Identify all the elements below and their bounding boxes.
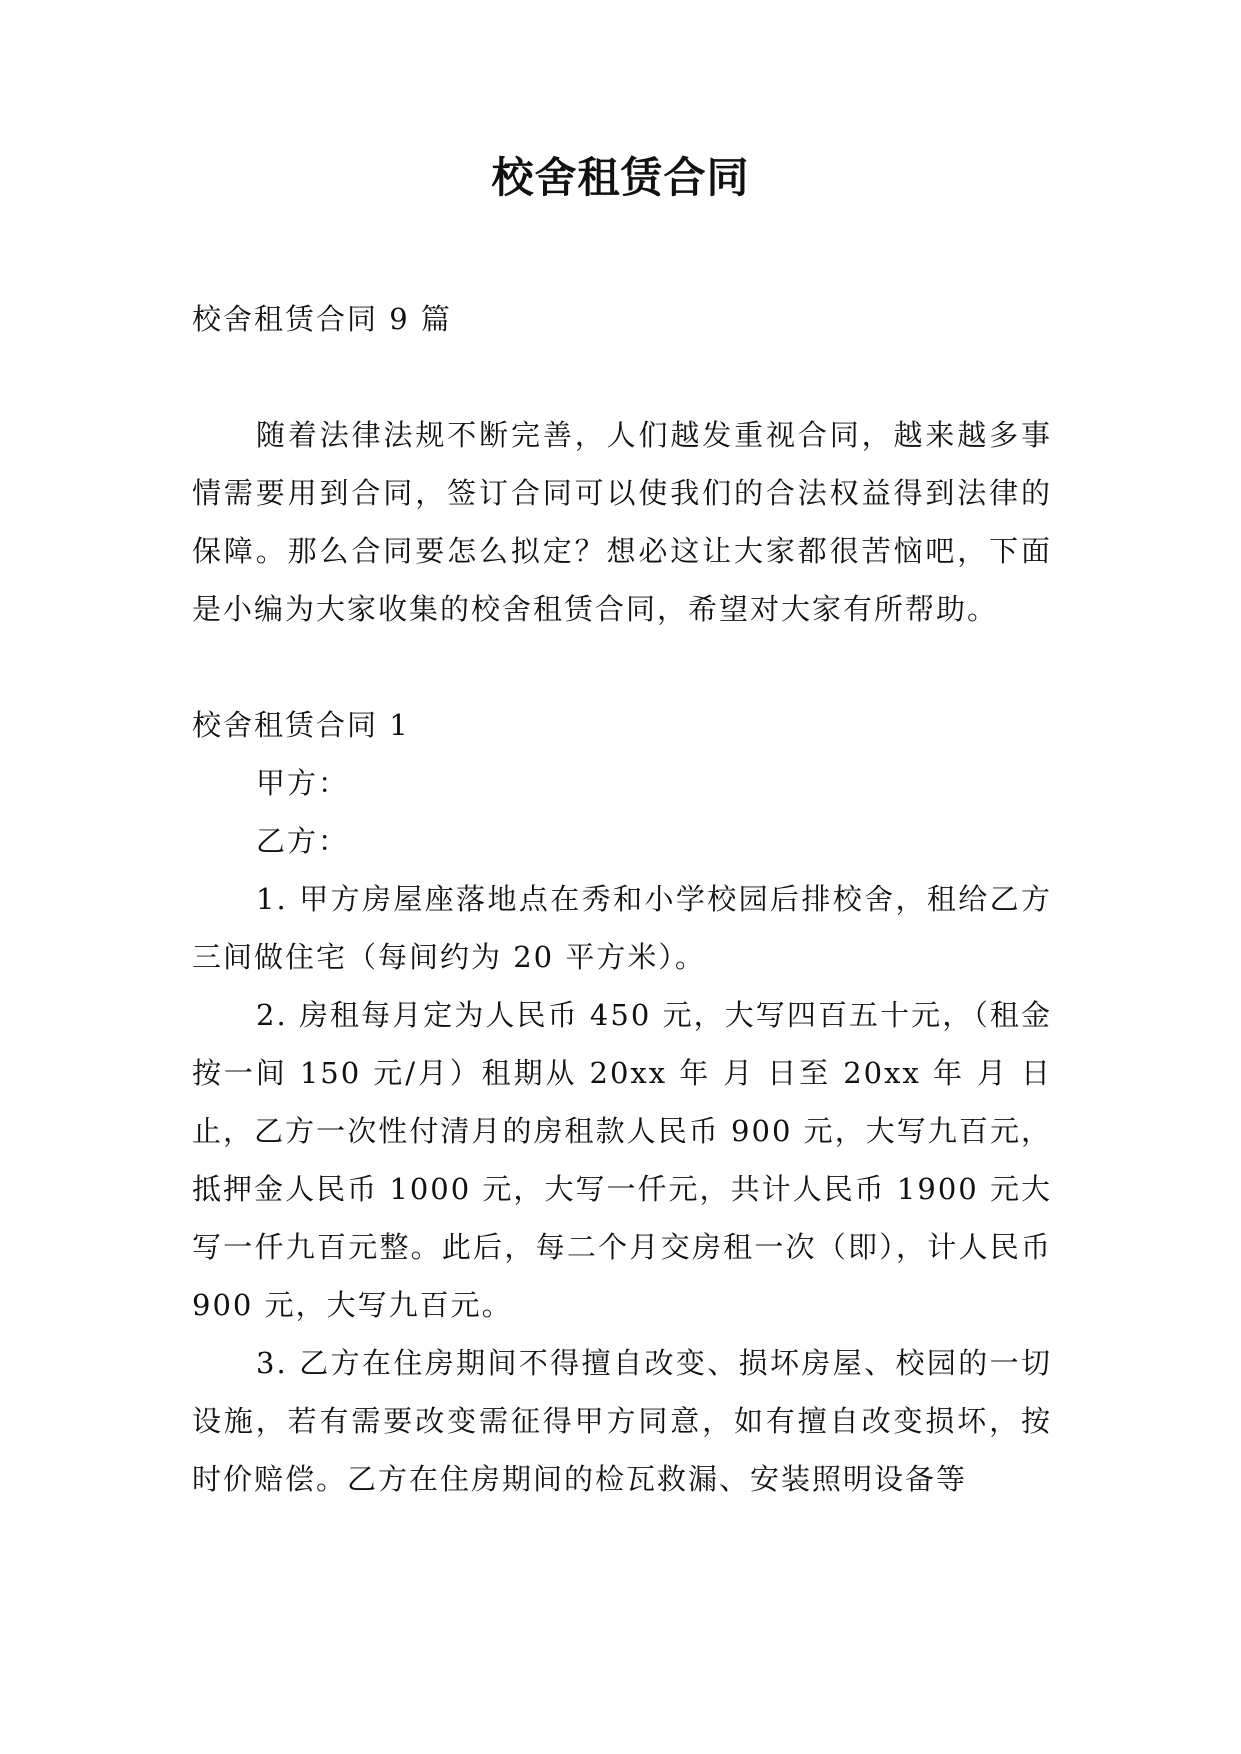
- section-title: 校舍租赁合同 1: [192, 708, 410, 742]
- party-a-line: 甲方：: [256, 766, 350, 800]
- document-title: 校舍租赁合同: [491, 153, 750, 202]
- document-subtitle: 校舍租赁合同 9 篇: [192, 302, 452, 336]
- intro-paragraph: 随着法律法规不断完善，人们越发重视合同，越来越多事情需要用到合同，签订合同可以使我们的合法权益得到法律的保障。那么合同要怎么拟定？想必这让大家都很苦恼吧，下面是小编为大家收集的校舍租赁合同，希望对大家有所帮助。: [192, 418, 1052, 626]
- party-b-line: 乙方：: [256, 824, 350, 858]
- clause-2: 2. 房租每月定为人民币 450 元，大写四百五十元，（租金按一间 150 元/月）租期从 20xx 年 月 日至 20xx 年 月 日 止，乙方一次性付清月的房租款人民币 900 元，大写九百元，抵押金人民币 1000 元，大写一仟元，共计人民币 1900 元大写一仟九百元整。此后，每二个月交房租一次（即），计人民币 900 元，大写九百元。: [192, 998, 1052, 1322]
- clause-1: 1. 甲方房屋座落地点在秀和小学校园后排校舍，租给乙方三间做住宅（每间约为 20 平方米）。: [192, 882, 1052, 974]
- clause-3: 3. 乙方在住房期间不得擅自改变、损坏房屋、校园的一切设施，若有需要改变需征得甲方同意，如有擅自改变损坏，按时价赔偿。乙方在住房期间的检瓦救漏、安装照明设备等: [192, 1346, 1052, 1496]
- document-body: [192, 290, 1052, 1508]
